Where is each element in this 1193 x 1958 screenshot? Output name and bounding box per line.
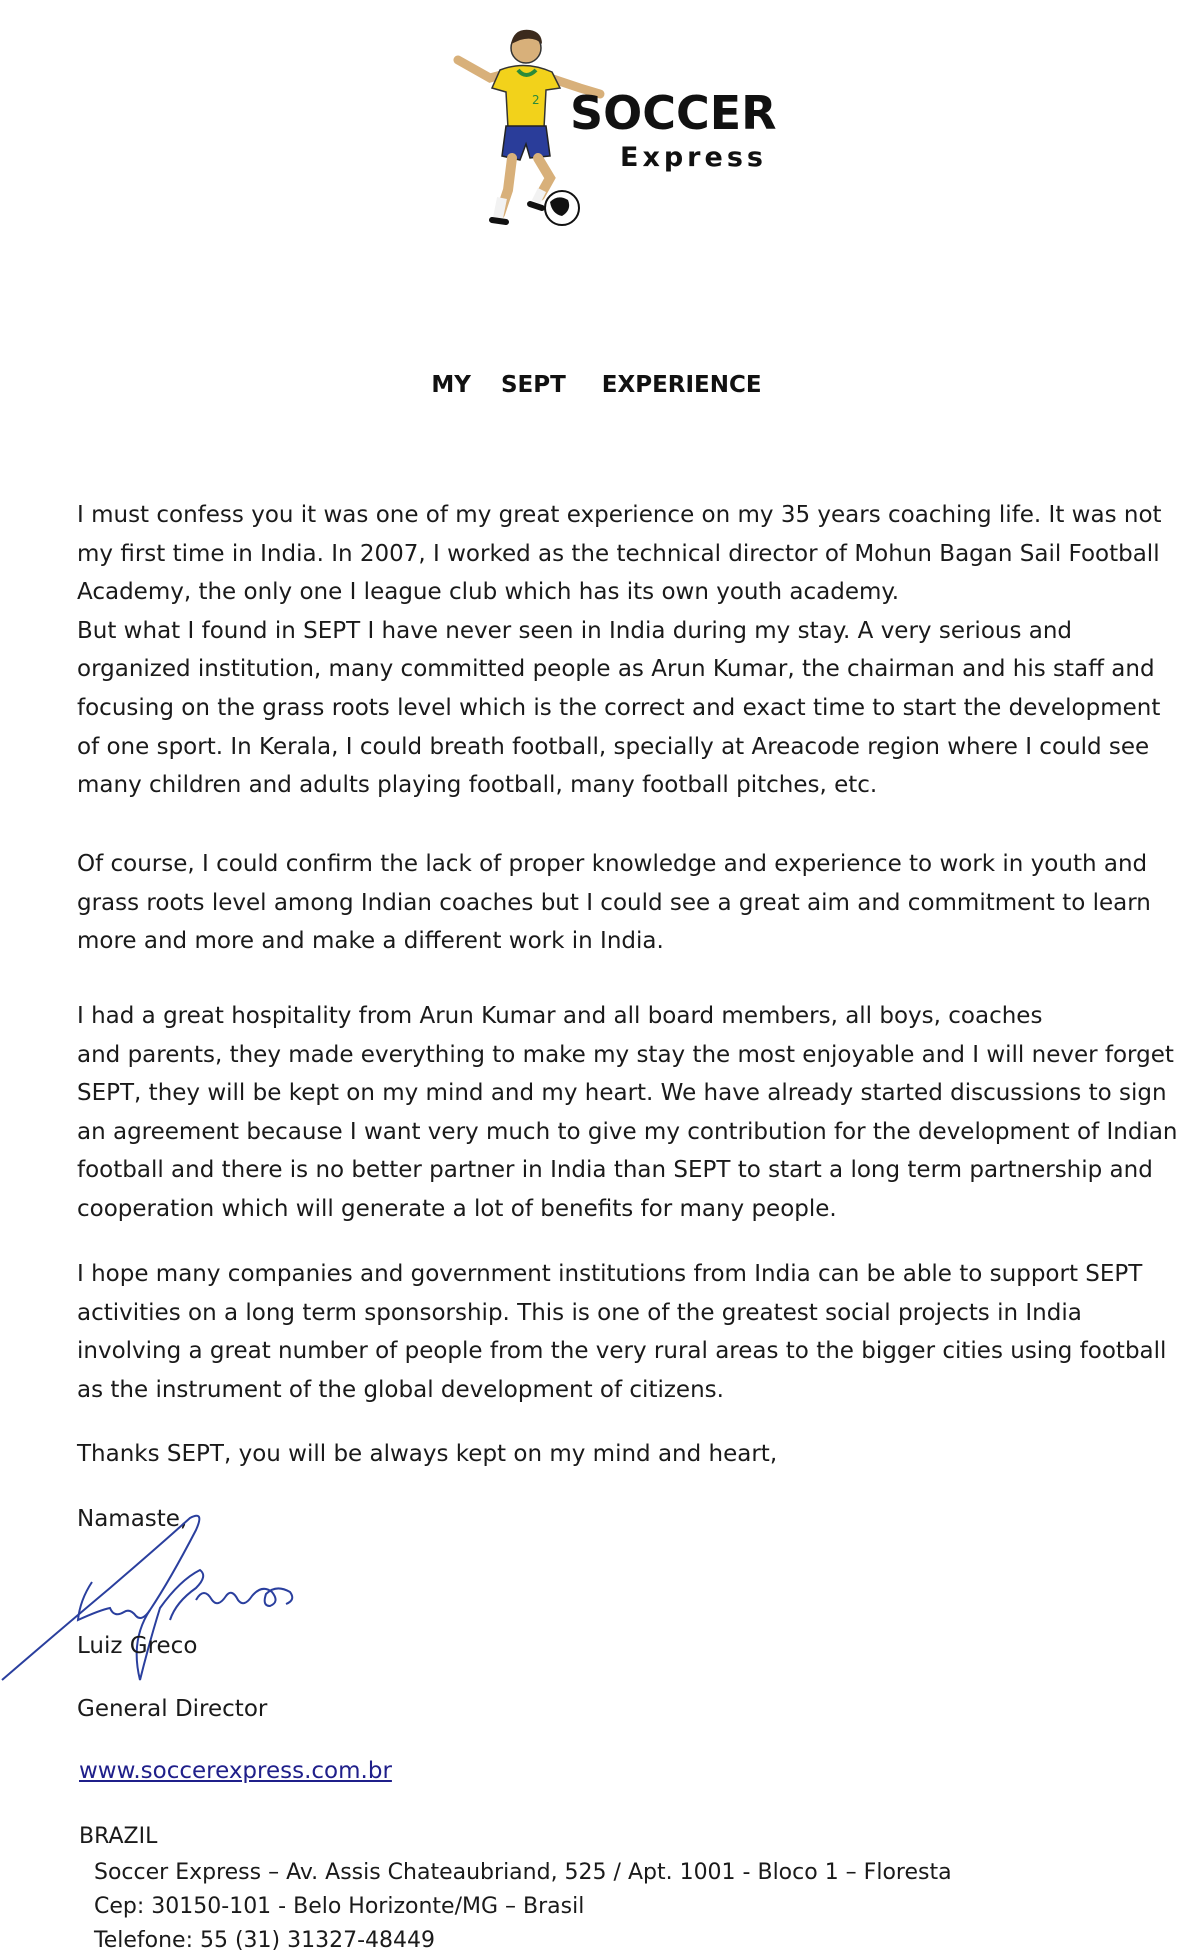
paragraph-line: SEPT, they will be kept on my mind and my heart. We have already started discussions to sign bbox=[77, 1080, 1167, 1107]
soccer-express-logo bbox=[450, 18, 780, 238]
paragraph-line: focusing on the grass roots level which is the correct and exact time to start the development bbox=[77, 694, 1161, 721]
logo-subtitle: Express bbox=[620, 142, 767, 173]
paragraph-2 bbox=[77, 845, 1157, 961]
website-link[interactable]: www.soccerexpress.com.br bbox=[79, 1758, 392, 1784]
paragraph-line: as the instrument of the global development of citizens. bbox=[77, 1376, 724, 1403]
paragraph-3 bbox=[77, 997, 1178, 1229]
paragraph-line: I hope many companies and government institutions from India can be able to support SEPT bbox=[77, 1261, 1143, 1287]
paragraph-line: But what I found in SEPT I have never seen in India during my stay. A very serious and bbox=[77, 617, 1073, 644]
paragraph-line: more and more and make a different work in India. bbox=[77, 928, 664, 955]
paragraph-line: activities on a long term sponsorship. This is one of the greatest social projects in India bbox=[77, 1299, 1082, 1326]
paragraph-line: involving a great number of people from the very rural areas to the bigger cities using football bbox=[77, 1338, 1167, 1365]
address-line: Soccer Express – Av. Assis Chateaubriand, 525 / Apt. 1001 - Bloco 1 – Floresta bbox=[94, 1860, 952, 1885]
handwritten-signature bbox=[0, 1490, 320, 1690]
paragraph-1 bbox=[77, 496, 1162, 805]
signer-title: General Director bbox=[77, 1696, 268, 1722]
paragraph-line: cooperation which will generate a lot of benefits for many people. bbox=[77, 1195, 837, 1222]
paragraph-line: I must confess you it was one of my great experience on my 35 years coaching life. It was not bbox=[77, 502, 1162, 528]
logo-wordmark: SOCCER bbox=[570, 86, 777, 140]
paragraph-line: football and there is no better partner in India than SEPT to start a long term partnership and bbox=[77, 1157, 1153, 1184]
page-title bbox=[0, 372, 1193, 398]
signature-icon bbox=[0, 1490, 320, 1690]
paragraph-line: many children and adults playing football, many football pitches, etc. bbox=[77, 772, 878, 799]
paragraph-line: Academy, the only one I league club which has its own youth academy. bbox=[77, 579, 900, 606]
closing-greeting: Namaste, bbox=[77, 1506, 188, 1532]
title-word-experience: EXPERIENCE bbox=[601, 372, 762, 398]
phone-line: Telefone: 55 (31) 31327-48449 bbox=[94, 1928, 436, 1953]
svg-text:2: 2 bbox=[532, 93, 540, 107]
title-word-my: MY bbox=[431, 372, 471, 398]
paragraph-line: grass roots level among Indian coaches but I could see a great aim and commitment to learn bbox=[77, 889, 1151, 916]
paragraph-line: my first time in India. In 2007, I worked as the technical director of Mohun Bagan Sail Football bbox=[77, 540, 1160, 567]
paragraph-line: Of course, I could confirm the lack of proper knowledge and experience to work in youth and bbox=[77, 851, 1148, 877]
paragraph-4 bbox=[77, 1255, 1167, 1409]
paragraph-line: and parents, they made everything to make my stay the most enjoyable and I will never forget bbox=[77, 1041, 1174, 1068]
paragraph-line: an agreement because I want very much to give my contribution for the development of Indian bbox=[77, 1118, 1178, 1145]
paragraph-line: of one sport. In Kerala, I could breath football, specially at Areacode region where I could see bbox=[77, 733, 1150, 760]
title-word-sept: SEPT bbox=[500, 372, 566, 398]
paragraph-5 bbox=[77, 1435, 1157, 1474]
paragraph-line: organized institution, many committed people as Arun Kumar, the chairman and his staff and bbox=[77, 656, 1155, 683]
paragraph-line: Thanks SEPT, you will be always kept on my mind and heart, bbox=[77, 1441, 778, 1467]
address-line: Cep: 30150-101 - Belo Horizonte/MG – Brasil bbox=[94, 1894, 585, 1919]
signer-name: Luiz Greco bbox=[77, 1633, 198, 1659]
country-label: BRAZIL bbox=[79, 1824, 158, 1849]
address-block bbox=[94, 1856, 952, 1958]
paragraph-line: I had a great hospitality from Arun Kumar and all board members, all boys, coaches bbox=[77, 1003, 1043, 1029]
